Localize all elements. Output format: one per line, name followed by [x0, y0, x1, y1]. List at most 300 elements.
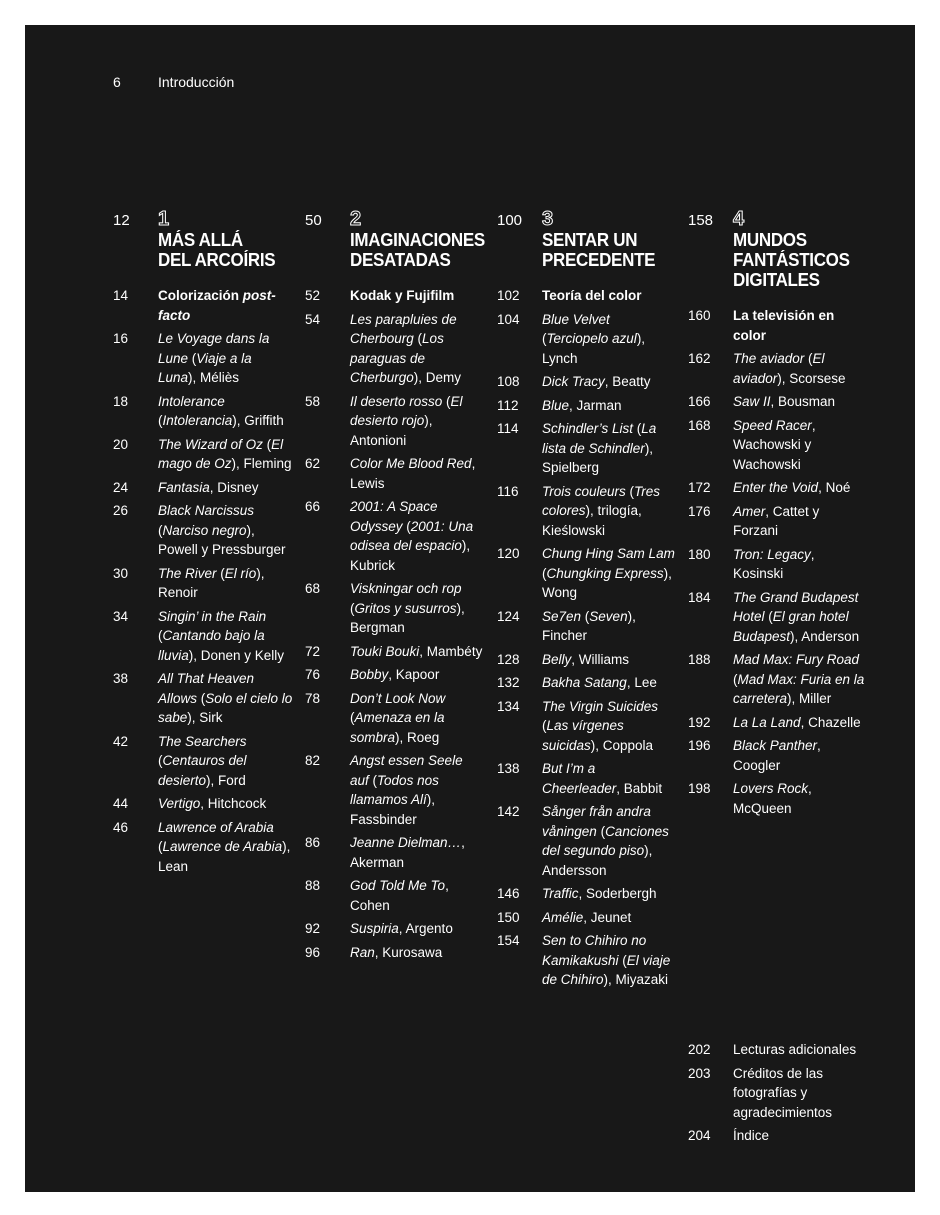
entry-page-number: 44: [113, 796, 129, 811]
back-matter-entry[interactable]: [688, 1040, 888, 1060]
entry-text: Teoría del color: [542, 288, 642, 303]
film-title-italic: Black Panther: [733, 738, 818, 753]
film-title-italic: post-facto: [158, 288, 276, 323]
toc-entry[interactable]: [688, 736, 873, 775]
entry-title: [542, 544, 677, 603]
entry-title: [158, 794, 293, 814]
toc-entry[interactable]: [305, 454, 490, 493]
entry-page-number: 112: [497, 397, 519, 413]
entry-page-number: 198: [688, 781, 711, 796]
entry-title: [350, 876, 485, 915]
entry-title: Lecturas adicionales: [733, 1042, 857, 1057]
film-title-italic: El viaje de Chihiro: [542, 952, 671, 987]
entry-title: [542, 286, 677, 306]
toc-entry[interactable]: [305, 286, 490, 306]
film-title-italic: Dick Tracy: [542, 374, 605, 389]
toc-entry[interactable]: [305, 392, 490, 451]
entry-title: [158, 329, 293, 388]
chapter-title-line: DEL ARCOÍRIS: [158, 250, 276, 271]
entry-text: ), Spielberg: [542, 440, 654, 475]
entry-page-number: 124: [497, 608, 520, 624]
film-title-italic: 2001: A Space Odyssey: [350, 499, 438, 534]
toc-entry[interactable]: [305, 876, 490, 915]
entry-page-number: 172: [688, 480, 711, 495]
entry-title: [350, 943, 485, 963]
chapter-title-line: MUNDOS: [733, 230, 807, 251]
film-title-italic: Chungking Express: [546, 565, 664, 581]
entry-text: , Disney: [209, 479, 259, 495]
entry-page-number: 132: [497, 675, 520, 690]
entry-page-number: 176: [688, 503, 711, 519]
entry-page-number: 142: [497, 804, 520, 819]
film-title-italic: Bakha Satang: [542, 675, 627, 690]
entry-text: ), Roeg: [395, 729, 440, 745]
film-title-italic: Saw II: [733, 394, 771, 409]
toc-entry[interactable]: [113, 435, 298, 474]
entry-text: , Beatty: [604, 374, 651, 389]
entry-page-number: 108: [497, 374, 520, 389]
entry-text: , Soderbergh: [578, 886, 657, 901]
chapter-title-line: IMAGINACIONES: [350, 230, 485, 251]
toc-entry[interactable]: [497, 372, 682, 392]
entry-page-number: 150: [497, 909, 520, 925]
entry-page-number: 82: [305, 753, 321, 768]
chapter-number: 2: [350, 208, 362, 230]
entry-page-number: 72: [305, 643, 321, 659]
toc-entry[interactable]: [497, 650, 682, 670]
film-title-italic: Fantasia: [158, 479, 210, 495]
entry-page-number: 168: [688, 417, 711, 433]
toc-entry[interactable]: [497, 607, 682, 646]
entry-title: [542, 673, 677, 693]
entry-text: ), Kubrick: [350, 538, 471, 573]
film-title-italic: Amélie: [542, 909, 584, 925]
entry-text: (: [158, 628, 163, 643]
entry-title: [158, 818, 293, 877]
toc-entry[interactable]: [113, 818, 298, 877]
entry-text: , Jarman: [569, 397, 622, 413]
film-title-italic: Trois couleurs: [542, 483, 626, 499]
entry-text: , Kapoor: [388, 667, 440, 682]
toc-entry[interactable]: [688, 545, 873, 584]
entry-title: [542, 482, 677, 541]
entry-text: ), trilogía, Kieślowski: [542, 503, 642, 538]
toc-entry[interactable]: [305, 919, 490, 939]
film-title-italic: El aviador: [733, 351, 825, 386]
toc-entry[interactable]: [497, 759, 682, 798]
entry-text: (: [542, 718, 547, 733]
entry-page-number: 196: [688, 738, 711, 753]
toc-entry[interactable]: [497, 419, 682, 478]
toc-entry[interactable]: [688, 650, 873, 709]
toc-entry[interactable]: [497, 544, 682, 603]
toc-entry[interactable]: [305, 943, 490, 963]
chapter-page-number: 50: [305, 212, 322, 229]
film-title-italic: Mad Max: Furia en la carretera: [733, 671, 865, 706]
entry-page-number: 180: [688, 546, 711, 562]
entry-text: , Cohen: [350, 878, 449, 913]
entry-title: [542, 802, 677, 880]
entry-text: (: [216, 565, 225, 581]
entry-title: [350, 642, 485, 662]
entry-page-number: 16: [113, 331, 129, 346]
entry-title: [542, 697, 677, 756]
toc-entry[interactable]: [688, 779, 873, 818]
entry-page-number: 120: [497, 546, 520, 561]
film-title-italic: The Grand Budapest Hotel: [733, 589, 859, 624]
entry-text: , Kosinski: [733, 546, 815, 581]
entry-page-number: 138: [497, 761, 520, 776]
entry-page-number: 160: [688, 308, 711, 323]
entry-text: , Kurosawa: [374, 944, 443, 960]
film-title-italic: Sånger från andra våningen: [542, 804, 651, 839]
toc-entry[interactable]: [497, 673, 682, 693]
film-title-italic: Blue: [542, 397, 570, 413]
film-title-italic: God Told Me To: [350, 878, 446, 893]
entry-text: , Akerman: [350, 835, 465, 870]
film-title-italic: Schindler’s List: [542, 421, 634, 436]
intro-entry[interactable]: [113, 74, 234, 90]
toc-entry[interactable]: [113, 732, 298, 791]
film-title-italic: Lawrence de Arabia: [162, 839, 283, 854]
toc-entry[interactable]: [113, 564, 298, 603]
entry-title: [542, 650, 677, 670]
film-title-italic: Intolerance: [158, 393, 225, 409]
film-title-italic: Singin’ in the Rain: [158, 608, 267, 624]
entry-text: ), Sirk: [187, 710, 223, 725]
film-title-italic: The Wizard of Oz: [158, 436, 263, 452]
film-title-italic: El gran hotel Budapest: [733, 609, 849, 644]
film-title-italic: Amenaza en la sombra: [350, 710, 445, 745]
entry-title: Créditos de las fotografías y agradecimientos: [733, 1065, 833, 1120]
entry-title: [350, 689, 485, 748]
film-title-italic: El desierto rojo: [350, 393, 463, 428]
film-title-italic: Cantando bajo la lluvia: [158, 628, 265, 663]
entry-page-number: 202: [688, 1042, 711, 1057]
entry-text: ), Anderson: [790, 628, 860, 644]
film-title-italic: Il deserto rosso: [350, 393, 443, 409]
entry-title: [350, 665, 485, 685]
entry-title: [542, 310, 677, 369]
entry-page-number: 54: [305, 311, 321, 327]
film-title-italic: Amer: [733, 503, 766, 519]
entry-title: [542, 759, 677, 798]
entry-page-number: 34: [113, 608, 129, 624]
toc-entry[interactable]: [305, 642, 490, 662]
entry-text: ), Lean: [158, 839, 291, 874]
film-title-italic: The River: [158, 565, 217, 581]
toc-entry[interactable]: [113, 794, 298, 814]
chapter-heading[interactable]: [688, 210, 873, 290]
toc-entry[interactable]: [305, 689, 490, 748]
chapter-number: 4: [733, 208, 745, 230]
film-title-italic: Speed Racer: [733, 417, 812, 433]
chapter-heading-text: [733, 210, 873, 290]
film-title-italic: Seven: [589, 608, 628, 624]
entry-text: (: [581, 608, 590, 624]
chapter-4-column: [688, 210, 873, 822]
entry-text: (: [625, 483, 635, 499]
film-title-italic: Chung Hing Sam Lam: [542, 546, 675, 561]
entry-text: ), Wong: [542, 565, 672, 600]
toc-entry[interactable]: [113, 286, 298, 325]
entry-page-number: 116: [497, 483, 519, 499]
intro-label: Introducción: [158, 74, 235, 90]
film-title-italic: Vertigo: [158, 796, 201, 811]
film-title-italic: Jeanne Dielman…: [350, 835, 462, 850]
entry-page-number: 26: [113, 503, 129, 518]
entry-text: (: [158, 413, 163, 428]
chapter-number: 3: [542, 208, 554, 230]
film-title-italic: Les parapluies de Cherbourg: [350, 311, 457, 346]
toc-entry[interactable]: [113, 669, 298, 728]
toc-entry[interactable]: [305, 665, 490, 685]
entry-page-number: 162: [688, 351, 711, 366]
entry-page-number: 24: [113, 479, 129, 495]
entry-title: [158, 435, 293, 474]
entry-text: , Lee: [626, 675, 657, 690]
entry-page-number: 86: [305, 835, 321, 850]
entry-title: [158, 669, 293, 728]
chapter-page-number: 100: [497, 212, 523, 229]
film-title-italic: Color Me Blood Red: [350, 456, 472, 471]
toc-entry[interactable]: [305, 833, 490, 872]
entry-page-number: 20: [113, 436, 129, 452]
toc-entry[interactable]: [305, 497, 490, 575]
entry-page-number: 96: [305, 944, 321, 960]
film-title-italic: But I’m a Cheerleader: [542, 761, 617, 796]
entry-page-number: 166: [688, 394, 711, 409]
entry-page-number: 68: [305, 581, 321, 596]
film-title-italic: Los paraguas de Cherburgo: [350, 331, 444, 385]
entry-title: [733, 650, 868, 709]
entry-text: ), Miyazaki: [603, 972, 669, 987]
chapter-title-line: SENTAR UN: [542, 230, 638, 251]
entry-title: [350, 454, 485, 493]
toc-entry[interactable]: [497, 908, 682, 928]
entry-text: ), Miller: [787, 691, 832, 706]
entry-text: (: [733, 671, 738, 687]
entry-text: (: [350, 710, 355, 725]
chapter-title-line: MÁS ALLÁ: [158, 230, 243, 251]
chapter-title-line: PRECEDENTE: [542, 250, 656, 271]
toc-entry[interactable]: [497, 884, 682, 904]
film-title-italic: Enter the Void: [733, 480, 819, 495]
chapter-page-number: 12: [113, 212, 130, 229]
entry-text: ), Coppola: [590, 737, 654, 753]
film-title-italic: Gritos y susurros: [354, 600, 457, 616]
entry-title: [542, 372, 677, 392]
entry-text: Colorización: [158, 288, 240, 303]
film-title-italic: Tron: Legacy: [733, 546, 811, 562]
entry-text: (: [764, 609, 773, 624]
entry-title: [542, 419, 677, 478]
toc-entry[interactable]: [688, 416, 873, 475]
entry-title: [158, 392, 293, 431]
entry-page-number: 62: [305, 456, 321, 471]
entry-title: [733, 306, 868, 345]
film-title-italic: Ran: [350, 944, 375, 960]
film-title-italic: Angst essen Seele auf: [350, 753, 463, 788]
toc-entry[interactable]: [497, 286, 682, 306]
film-title-italic: Touki Bouki: [350, 643, 420, 659]
entry-page-number: 76: [305, 667, 321, 682]
toc-entry[interactable]: [688, 349, 873, 388]
toc-page: [25, 25, 915, 1192]
entry-text: (: [402, 518, 411, 534]
film-title-italic: Bobby: [350, 667, 389, 682]
chapter-title-line: DESATADAS: [350, 250, 451, 271]
chapter-heading[interactable]: [305, 210, 490, 270]
toc-entry[interactable]: [688, 392, 873, 412]
entry-title: [158, 564, 293, 603]
entry-text: , Williams: [571, 651, 630, 667]
entry-title: [350, 497, 485, 575]
entry-page-number: 104: [497, 311, 520, 327]
entry-text: (: [197, 690, 206, 706]
entry-text: , Hitchcock: [200, 796, 267, 811]
film-title-italic: La La Land: [733, 714, 801, 730]
entry-text: ), Ford: [206, 772, 246, 788]
entry-page-number: 92: [305, 921, 321, 936]
toc-entry[interactable]: [113, 501, 298, 560]
entry-title: [350, 392, 485, 451]
toc-entry[interactable]: [305, 751, 490, 829]
film-title-italic: Todos nos llamamos Alí: [350, 772, 439, 807]
entry-text: (: [596, 823, 606, 839]
entry-title: [542, 931, 677, 990]
film-title-italic: La lista de Schindler: [542, 421, 657, 456]
entry-page-number: 18: [113, 393, 129, 409]
film-title-italic: Traffic: [542, 886, 579, 901]
entry-title: [350, 286, 485, 306]
entry-text: , Babbit: [616, 780, 663, 796]
entry-text: (: [804, 351, 813, 366]
entry-title: [733, 478, 868, 498]
toc-entry[interactable]: [688, 502, 873, 541]
chapter-1-column: [113, 210, 298, 880]
film-title-italic: Narciso negro: [162, 522, 247, 538]
entry-text: La televisión en color: [733, 308, 835, 343]
film-title-italic: Las vírgenes suicidas: [542, 718, 624, 753]
toc-entry[interactable]: [688, 588, 873, 647]
film-title-italic: Suspiria: [350, 921, 399, 936]
entry-text: , Lewis: [350, 456, 476, 491]
entry-page-number: 114: [497, 421, 519, 436]
entry-text: ), Griffith: [232, 413, 284, 428]
entry-text: ), Bergman: [350, 600, 465, 635]
toc-entry[interactable]: [497, 310, 682, 369]
entry-page-number: 38: [113, 671, 129, 686]
entry-text: (: [188, 350, 197, 366]
toc-entry[interactable]: [113, 478, 298, 498]
toc-entry[interactable]: [305, 579, 490, 638]
film-title-italic: Blue Velvet: [542, 311, 610, 327]
film-title-italic: Intolerancia: [162, 413, 233, 428]
toc-entry[interactable]: [497, 802, 682, 880]
film-title-italic: El río: [224, 565, 257, 581]
entry-text: (: [618, 952, 627, 968]
chapter-heading[interactable]: [113, 210, 298, 270]
toc-entry[interactable]: [688, 478, 873, 498]
toc-entry[interactable]: [688, 713, 873, 733]
entry-text: ), Fassbinder: [350, 792, 436, 827]
entry-text: , Chazelle: [800, 714, 861, 730]
back-matter-entry[interactable]: [688, 1064, 888, 1123]
film-title-italic: Belly: [542, 651, 572, 667]
entry-text: (: [158, 753, 163, 768]
entry-page-number: 88: [305, 878, 321, 893]
entry-text: (: [633, 421, 642, 436]
entry-text: ), Powell y Pressburger: [158, 522, 286, 557]
toc-entry[interactable]: [497, 396, 682, 416]
entry-text: (: [350, 600, 355, 616]
film-title-italic: Don’t Look Now: [350, 690, 446, 706]
entry-title: [158, 478, 293, 498]
toc-entry[interactable]: [688, 306, 873, 345]
entry-text: Kodak y Fujifilm: [350, 288, 455, 303]
entry-title: Índice: [733, 1128, 770, 1143]
entry-title: [542, 396, 677, 416]
film-title-italic: Se7en: [542, 608, 582, 624]
toc-entry[interactable]: [497, 931, 682, 990]
toc-entry[interactable]: [113, 329, 298, 388]
film-title-italic: The aviador: [733, 351, 805, 366]
entry-text: , Argento: [398, 921, 453, 936]
toc-entry[interactable]: [305, 310, 490, 388]
entry-page-number: 14: [113, 288, 129, 303]
toc-entry[interactable]: [497, 697, 682, 756]
entry-text: (: [542, 331, 547, 346]
film-title-italic: Terciopelo azul: [546, 331, 637, 346]
film-title-italic: Viskningar och rop: [350, 581, 462, 596]
film-title-italic: Viaje a la Luna: [158, 350, 252, 385]
entry-page-number: 46: [113, 819, 129, 835]
entry-page-number: 52: [305, 288, 321, 303]
toc-entry[interactable]: [497, 482, 682, 541]
chapter-number: 1: [158, 208, 170, 230]
entry-text: ), Fincher: [542, 608, 636, 643]
entry-text: ), Demy: [413, 370, 462, 385]
toc-entry[interactable]: [113, 607, 298, 666]
entry-title: [733, 713, 868, 733]
chapter-heading-text: [350, 210, 490, 270]
entry-title: [350, 919, 485, 939]
film-title-italic: 2001: Una odisea del espacio: [350, 518, 474, 553]
entry-text: , Mambéty: [419, 643, 483, 659]
entry-title: [733, 349, 868, 388]
entry-text: , Noé: [818, 480, 851, 495]
film-title-italic: Le Voyage dans la Lune: [158, 331, 270, 366]
entry-page-number: 204: [688, 1128, 711, 1143]
entry-page-number: 102: [497, 288, 520, 303]
chapter-heading[interactable]: [497, 210, 682, 270]
entry-text: (: [262, 436, 272, 452]
back-matter-entry[interactable]: [688, 1126, 888, 1146]
entry-text: ), Méliès: [188, 370, 240, 385]
toc-entry[interactable]: [113, 392, 298, 431]
entry-page-number: 203: [688, 1065, 711, 1081]
entry-page-number: 66: [305, 499, 321, 514]
film-title-italic: Mad Max: Fury Road: [733, 652, 860, 667]
film-title-italic: Tres colores: [542, 483, 661, 518]
entry-text: , Coogler: [733, 738, 821, 773]
chapter-3-column: [497, 210, 682, 994]
entry-text: , Cattet y Forzani: [733, 503, 820, 538]
entry-title: [158, 732, 293, 791]
entry-text: (: [542, 565, 547, 581]
entry-page-number: 184: [688, 589, 711, 605]
